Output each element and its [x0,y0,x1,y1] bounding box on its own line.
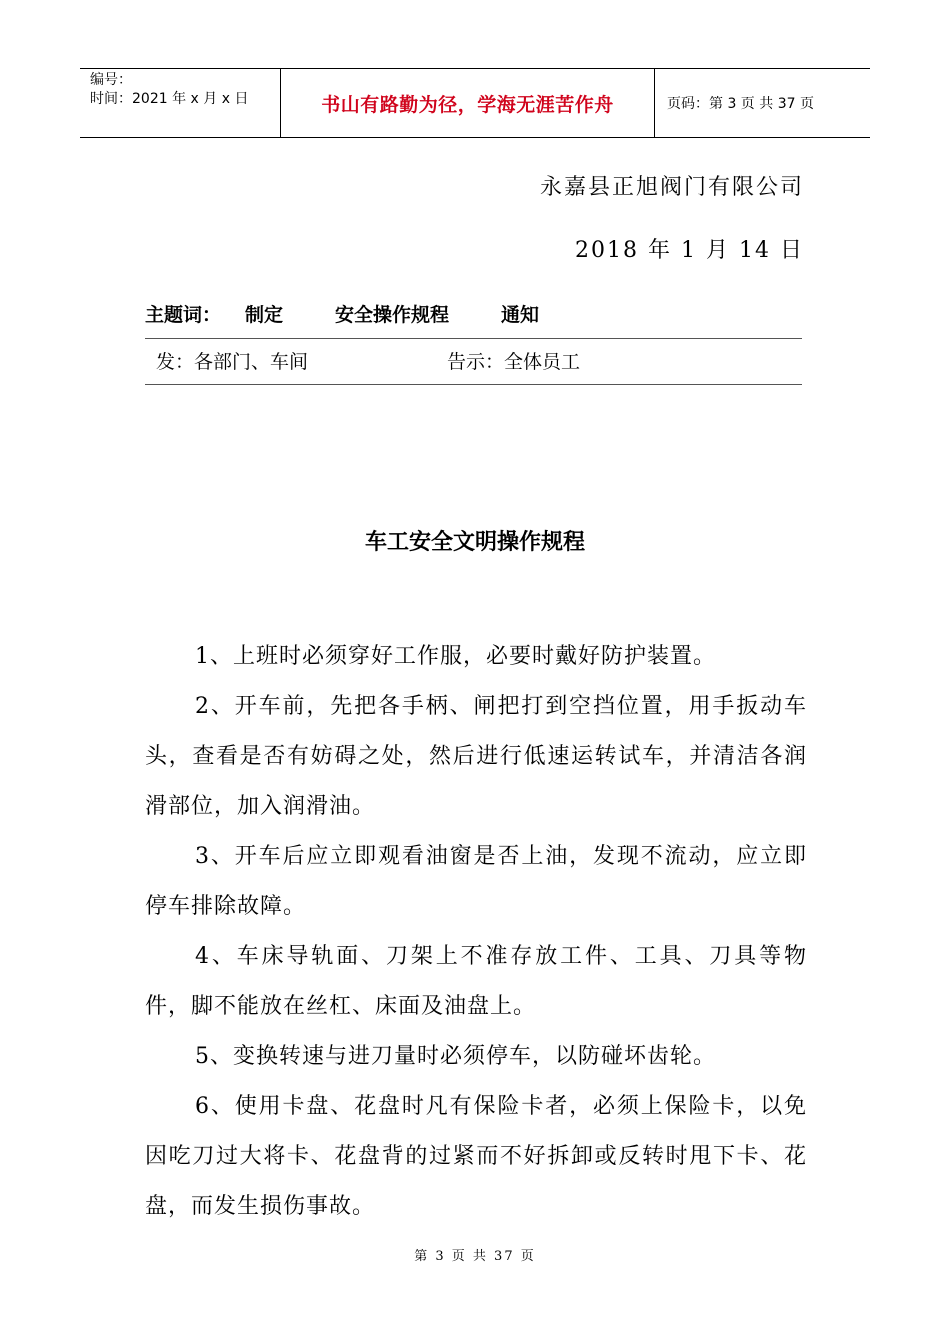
paragraph: 6、使用卡盘、花盘时凡有保险卡者，必须上保险卡，以免因吃刀过大将卡、花盘背的过紧而不好拆卸或反转时甩下卡、花盘，而发生损伤事故。 [145,1094,807,1219]
keywords-line [145,300,539,327]
paragraph: 2、开车前，先把各手柄、闸把打到空挡位置，用手扳动车头，查看是否有妨碍之处，然后进行低速运转试车，并清洁各润滑部位，加入润滑油。 [145,694,807,819]
document-body [145,632,807,1232]
keyword-item: 安全操作规程 [335,304,450,326]
issue-date: 2018 年 1 月 14 日 [575,238,804,263]
distribution-row [145,338,802,385]
send-to: 发：各部门、车间 [156,351,309,373]
number-label: 编号： [90,72,132,88]
keyword-item: 制定 [245,304,284,326]
page-info: 页码：第 3 页 共 37 页 [667,96,814,112]
keyword-item: 通知 [501,304,540,326]
company-name: 永嘉县正旭阀门有限公司 [539,175,804,200]
page-footer: 第 3 页 共 37 页 [414,1249,536,1264]
keywords-label: 主题词： [145,304,222,326]
motto: 书山有路勤为径，学海无涯苦作舟 [281,69,655,137]
paragraph: 4、车床导轨面、刀架上不准存放工件、工具、刀具等物件，脚不能放在丝杠、床面及油盘上。 [145,944,807,1019]
paragraph: 5、变换转速与进刀量时必须停车，以防碰坏齿轮。 [195,1044,716,1069]
paragraph: 3、开车后应立即观看油窗是否上油，发现不流动，应立即停车排除故障。 [145,844,807,919]
notice-to: 告示：全体员工 [447,351,581,373]
paragraph: 1、上班时必须穿好工作服，必要时戴好防护装置。 [195,644,716,669]
header-meta [80,69,281,137]
time-label: 时间：2021 年 x 月 x 日 [90,91,249,107]
document-title: 车工安全文明操作规程 [364,530,585,555]
document-header [80,68,870,138]
